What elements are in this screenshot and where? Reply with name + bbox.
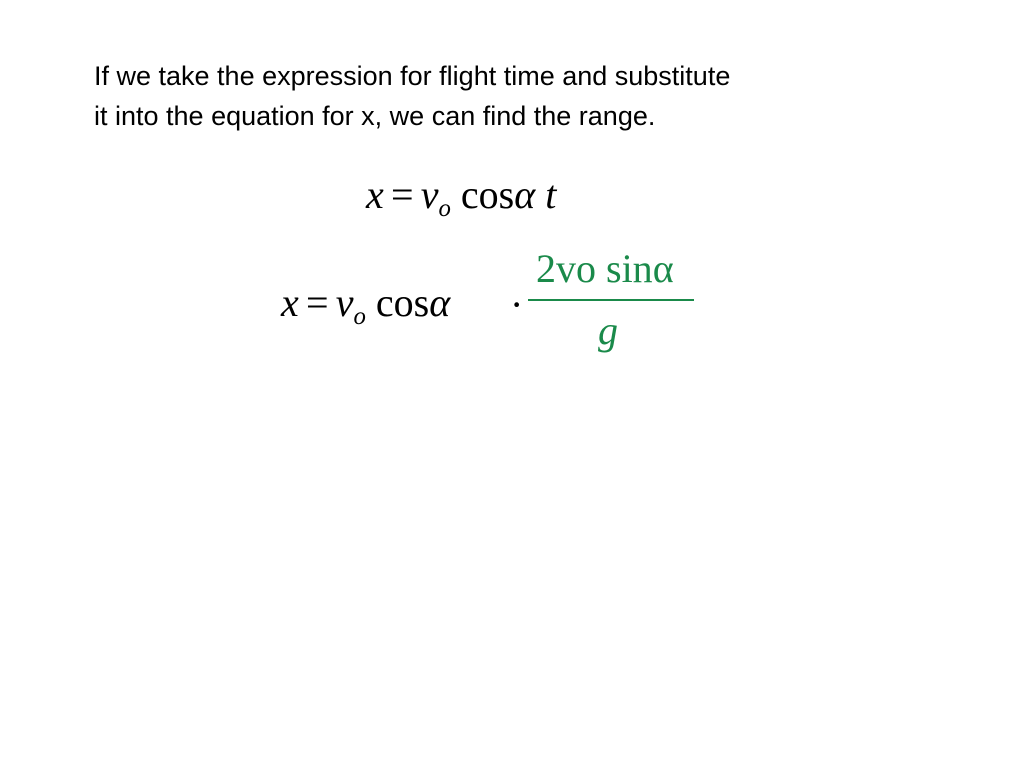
eq2-cos: cos [375,280,430,325]
eq2-equals: = [305,280,329,325]
numer-subscript: o [576,246,596,291]
fraction-bar [528,299,694,301]
equation-position [366,172,556,224]
flight-time-fraction [528,246,694,366]
numer-alpha: α [652,246,674,291]
intro-line-2: it into the equation for x, we can find the range. [94,101,656,131]
eq1-v: v [420,172,439,217]
eq1-equals: = [390,172,414,217]
fraction-numerator [536,246,674,292]
eq1-t: t [545,172,557,217]
intro-line-1: If we take the expression for flight time and substitute [94,61,731,91]
equation-range-left [281,280,450,332]
eq2-x: x [281,280,299,325]
multiplication-dot: · [510,282,524,327]
eq1-cos: cos [460,172,515,217]
intro-paragraph [94,56,934,136]
numer-coefficient: 2 [536,246,556,291]
numer-v: v [556,246,576,291]
eq1-alpha: α [514,172,536,217]
fraction-denominator: g [598,308,618,353]
eq1-subscript: o [438,194,451,222]
eq2-alpha: α [429,280,451,325]
eq2-subscript: o [353,302,366,330]
numer-sin: sin [606,246,653,291]
eq1-x: x [366,172,384,217]
eq2-v: v [335,280,354,325]
